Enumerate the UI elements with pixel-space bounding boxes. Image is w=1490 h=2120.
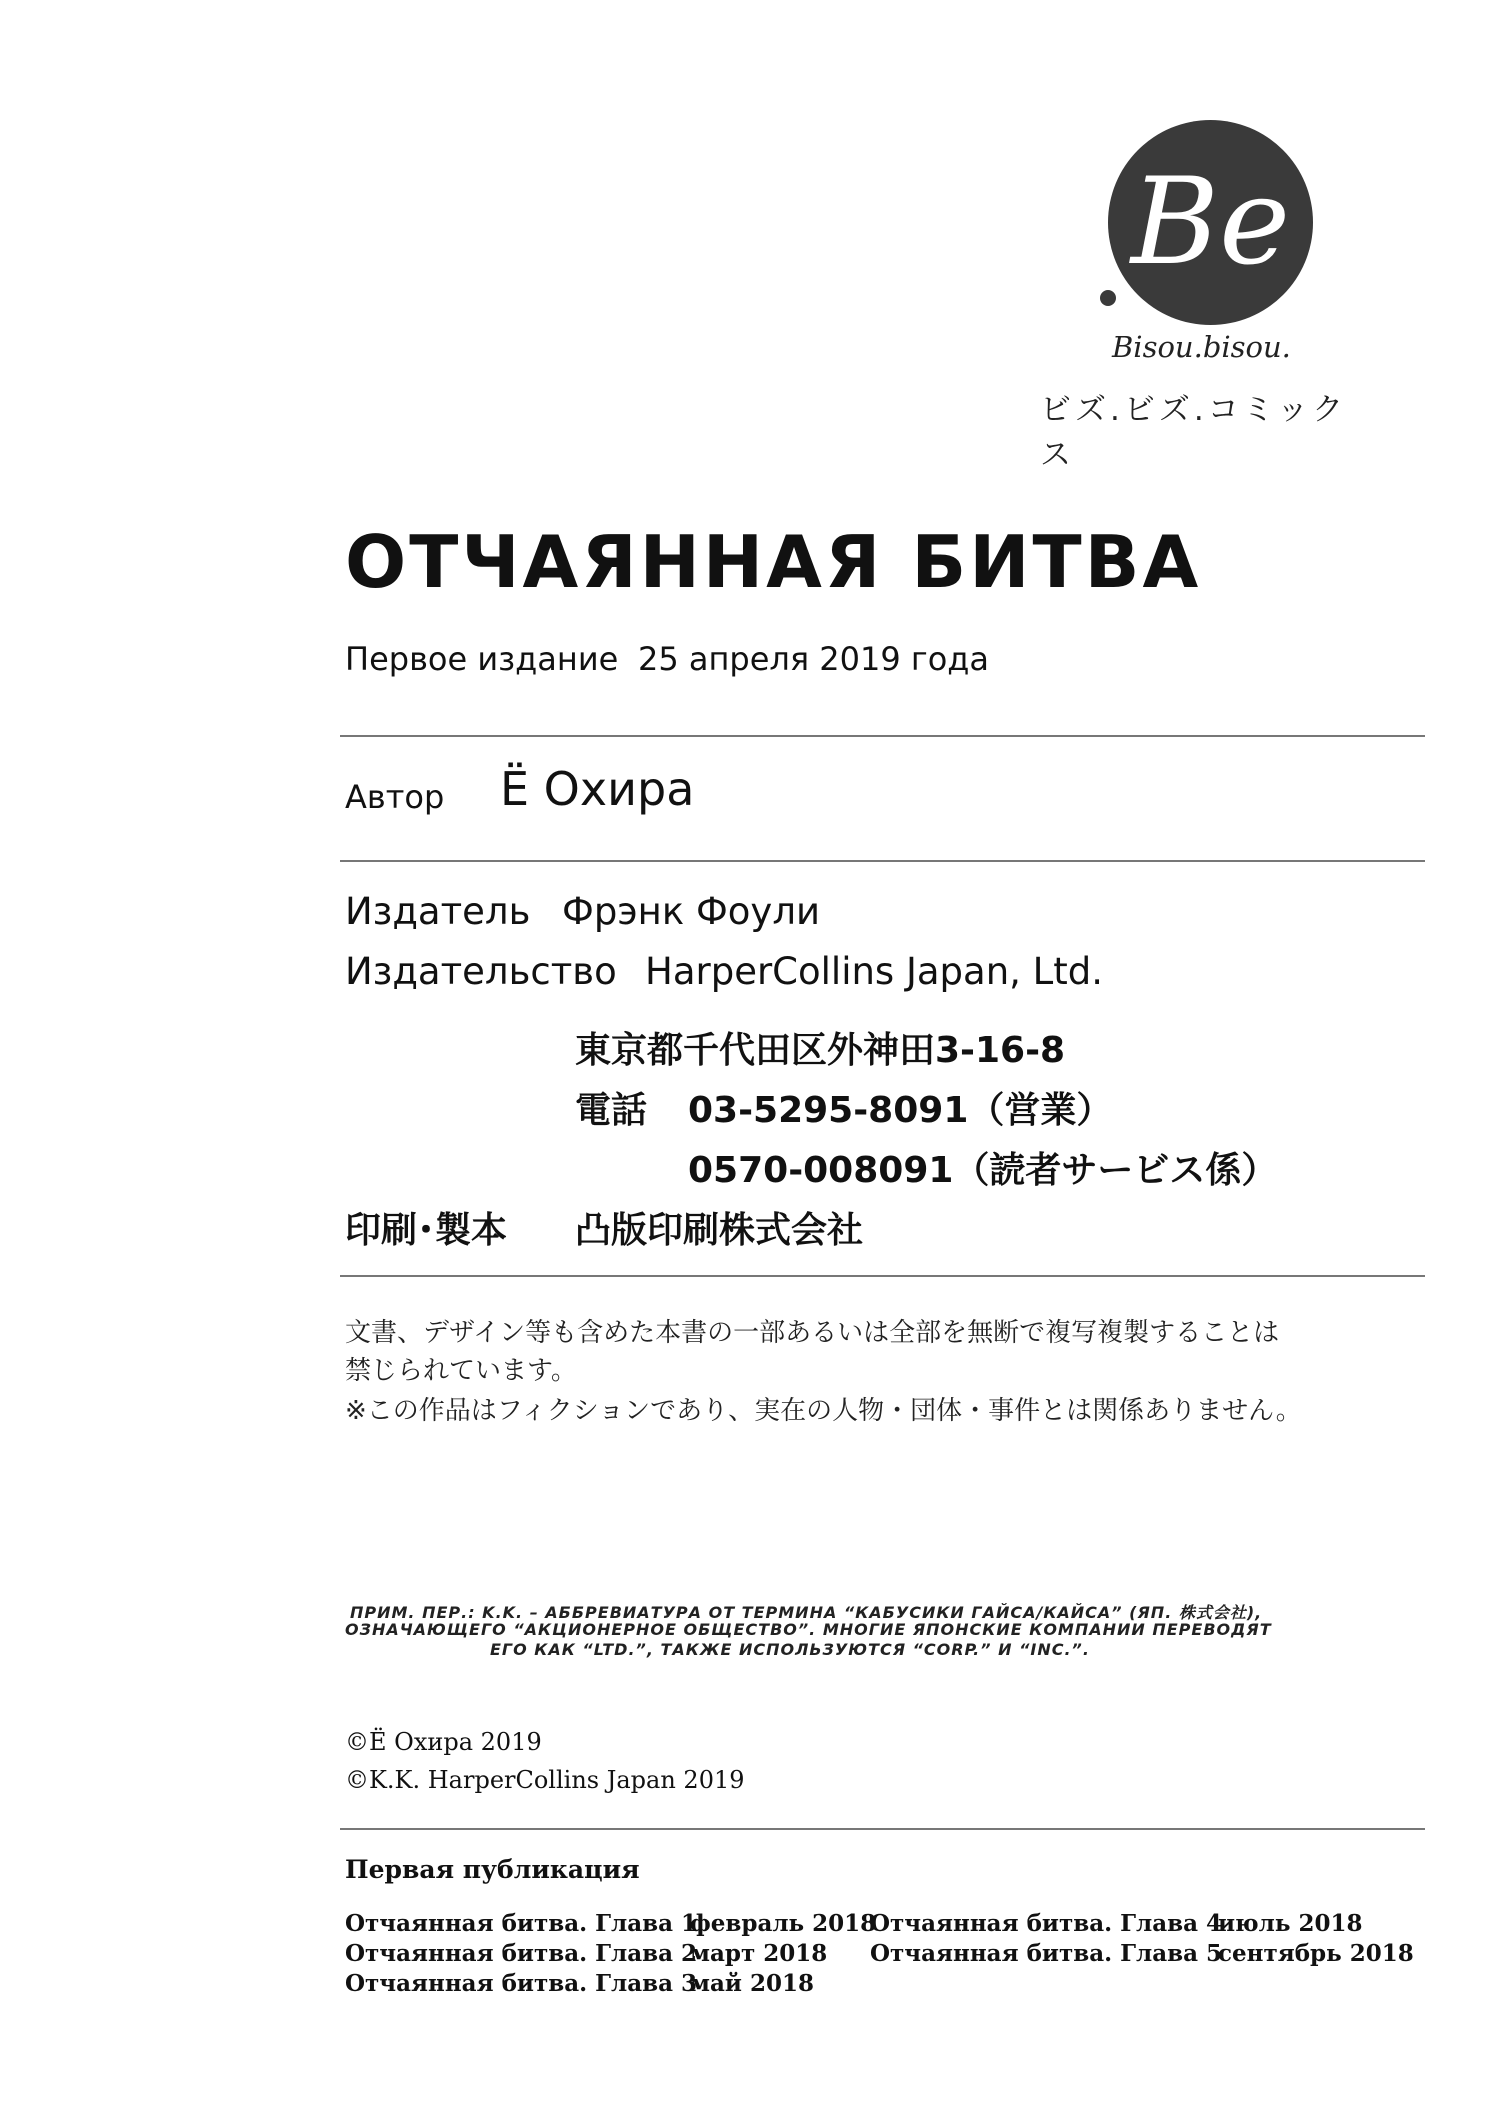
divider bbox=[340, 1275, 1425, 1277]
translator-note-line: ОЗНАЧАЮЩЕГО “АКЦИОНЕРНОЕ ОБЩЕСТВО”. МНОГИЕ ЯПОНСКИЕ КОМПАНИИ ПЕРЕВОДЯТ bbox=[345, 1620, 1272, 1639]
first-edition-label: Первое издание bbox=[345, 640, 619, 678]
publisher-name: Фрэнк Фоули bbox=[562, 890, 821, 933]
divider bbox=[340, 860, 1425, 862]
logo-japanese-text: ビズ.ビズ.コミックス bbox=[1040, 392, 1348, 473]
publication-entry-date: май 2018 bbox=[690, 1970, 814, 1997]
publishing-house-label: Издательство bbox=[345, 950, 617, 993]
printing-label: 印刷･製本 bbox=[345, 1210, 508, 1251]
author-label: Автор bbox=[345, 778, 445, 816]
phone-reader: 0570-008091（読者サービス係） bbox=[688, 1150, 1278, 1191]
notice-line: 文書、デザイン等も含めた本書の一部あるいは全部を無断で複写複製することは bbox=[345, 1318, 1280, 1348]
copyright-publisher: ©K.K. HarperCollins Japan 2019 bbox=[345, 1766, 745, 1794]
publication-entry-date: сентябрь 2018 bbox=[1218, 1940, 1414, 1967]
author-name: Ё Охира bbox=[500, 762, 695, 816]
address: 東京都千代田区外神田3-16-8 bbox=[575, 1030, 1066, 1071]
notice-line: ※この作品はフィクションであり、実在の人物・団体・事件とは関係ありません。 bbox=[345, 1396, 1302, 1426]
book-title: ОТЧАЯННАЯ БИТВА bbox=[345, 520, 1202, 604]
publication-entry-title: Отчаянная битва. Глава 1 bbox=[345, 1910, 698, 1937]
copyright-author: ©Ё Охира 2019 bbox=[345, 1728, 542, 1756]
first-edition-date: 25 апреля 2019 года bbox=[638, 640, 990, 678]
printing-company: 凸版印刷株式会社 bbox=[575, 1210, 864, 1251]
logo-mark: Be bbox=[1130, 152, 1291, 292]
publication-entry-date: июль 2018 bbox=[1218, 1910, 1363, 1937]
publication-entry-title: Отчаянная битва. Глава 5 bbox=[870, 1940, 1223, 1967]
translator-note-line: ПРИМ. ПЕР.: K.K. – АББРЕВИАТУРА ОТ ТЕРМИНА “КАБУСИКИ ГАЙСА/КАЙСА” (ЯП. 株式会社), bbox=[350, 1603, 1263, 1622]
first-publication-heading: Первая публикация bbox=[345, 1855, 640, 1884]
phone-label: 電話 bbox=[575, 1090, 648, 1131]
publisher-logo bbox=[1108, 120, 1313, 325]
publication-entry-title: Отчаянная битва. Глава 2 bbox=[345, 1940, 698, 1967]
divider bbox=[340, 735, 1425, 737]
publishing-house-name: HarperCollins Japan, Ltd. bbox=[645, 950, 1104, 993]
phone-sales: 03-5295-8091（営業） bbox=[688, 1090, 1113, 1131]
logo-dot bbox=[1100, 290, 1116, 306]
translator-note-line: ЕГО КАК “LTD.”, ТАКЖЕ ИСПОЛЬЗУЮТСЯ “CORP.” И “INC.”. bbox=[490, 1640, 1090, 1659]
divider bbox=[340, 1828, 1425, 1830]
publication-entry-title: Отчаянная битва. Глава 4 bbox=[870, 1910, 1223, 1937]
publication-entry-date: февраль 2018 bbox=[690, 1910, 877, 1937]
notice-line: 禁じられています。 bbox=[345, 1356, 577, 1386]
publication-entry-title: Отчаянная битва. Глава 3 bbox=[345, 1970, 698, 1997]
publication-entry-date: март 2018 bbox=[690, 1940, 828, 1967]
publisher-label: Издатель bbox=[345, 890, 531, 933]
logo-script-text: Bisou.bisou. bbox=[1112, 330, 1291, 364]
